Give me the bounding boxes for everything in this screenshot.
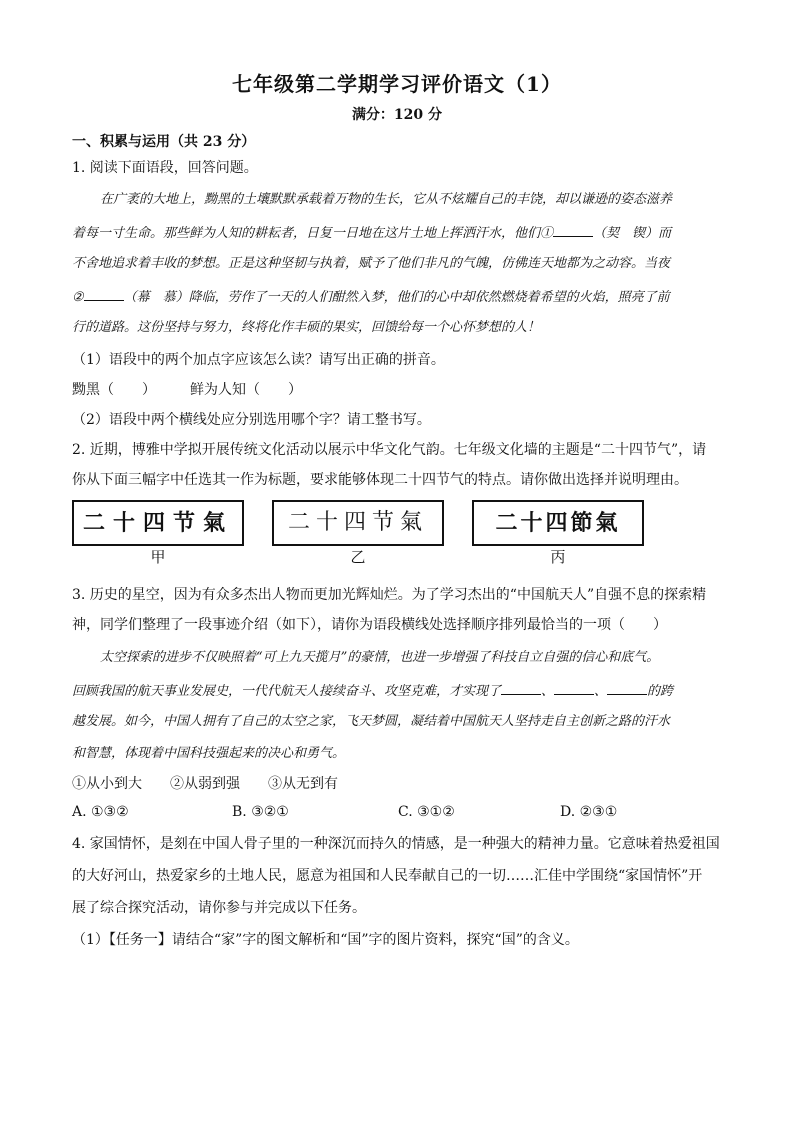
section-heading: 一、积累与运用（共 23 分） [72, 134, 256, 150]
calligraphy-caption: 乙 [350, 548, 366, 566]
q3-items: ①从小到大 ②从弱到强 ③从无到有 [72, 776, 338, 792]
option-b[interactable]: B. ③②① [232, 804, 289, 820]
q1-stem: 1. 阅读下面语段，回答问题。 [72, 160, 258, 176]
option-a[interactable]: A. ①③② [72, 804, 129, 820]
calligraphy-caption: 丙 [550, 548, 566, 566]
q3-stem-line: 3. 历史的星空，因为有众多杰出人物而更加光辉灿烂。为了学习杰出的“中国航天人”自强不息的探索精 [72, 587, 707, 603]
answer-blank-1[interactable] [553, 222, 593, 237]
q1-sub1-item: 鲜为人知（ ） [190, 382, 302, 398]
q3-para-line: 越发展。如今，中国人拥有了自己的太空之家，飞天梦圆，凝结着中国航天人坚持走自主创新之路的汗水 [72, 714, 671, 729]
q4-stem-line: 4. 家国情怀，是刻在中国人骨子里的一种深沉而持久的情感，是一种强大的精神力量。它意味着热爱祖国 [72, 836, 720, 852]
option-d[interactable]: D. ②③① [560, 804, 618, 820]
answer-blank-2[interactable] [84, 286, 124, 301]
q3-para-line: 太空探索的进步不仅映照着“可上九天揽月”的豪情，也进一步增强了科技自立自强的信心和底气。 [100, 650, 660, 665]
q1-para-line: 着每一寸生命。那些鲜为人知的耕耘者，日复一日地在这片土地上挥洒汗水，他们① （契 锲）而 [72, 222, 732, 244]
q2-stem-line: 你从下面三幅字中任选其一作为标题，要求能够体现二十四节气的特点。请你做出选择并说明理由。 [72, 472, 688, 488]
answer-blank[interactable] [501, 680, 541, 695]
q1-para-line: 不舍地追求着丰收的梦想。正是这种坚韧与执着，赋予了他们非凡的气魄，仿佛连天地都为之动容。当夜 [72, 256, 671, 271]
q3-para-line: 回顾我国的航天事业发展史，一代代航天人接续奋斗、攻坚克难，才实现了 、 、 的跨 [72, 680, 732, 702]
q4-stem-line: 的大好河山，热爱家乡的土地人民，愿意为祖国和人民奉献自己的一切……汇佳中学围绕“家国情怀”开 [72, 868, 703, 884]
option-c[interactable]: C. ③①② [398, 804, 455, 820]
q1-para-line: 在广袤的大地上，黝黑的土壤默默承载着万物的生长，它从不炫耀自己的丰饶，却以谦逊的姿态滋养 [100, 192, 673, 207]
answer-blank[interactable] [554, 680, 594, 695]
calligraphy-box: 二十四节氣 [72, 500, 244, 546]
q1-sub1-item: 黝黑（ ） [72, 382, 156, 398]
calligraphy-box: 二十四節氣 [472, 500, 644, 546]
answer-blank[interactable] [607, 680, 647, 695]
q4-sub1: （1）【任务一】请结合“家”字的图文解析和“国”字的图片资料，探究“国”的含义。 [72, 932, 579, 948]
q4-stem-line: 展了综合探究活动，请你参与并完成以下任务。 [72, 900, 366, 916]
q3-para-line: 和智慧，体现着中国科技强起来的决心和勇气。 [72, 746, 346, 761]
page-title: 七年级第二学期学习评价语文（1） [232, 72, 562, 96]
q2-stem-line: 2. 近期，博雅中学拟开展传统文化活动以展示中华文化气韵。七年级文化墙的主题是“二十四节气”，请 [72, 442, 707, 458]
q1-sub1: （1）语段中的两个加点字应该怎么读？请写出正确的拼音。 [72, 352, 445, 368]
calligraphy-box: 二十四节氣 [272, 500, 444, 546]
q1-sub2: （2）语段中两个横线处应分别选用哪个字？请工整书写。 [72, 412, 431, 428]
q1-para-line: 行的道路。这份坚持与努力，终将化作丰硕的果实，回馈给每一个心怀梦想的人！ [72, 320, 541, 335]
q1-para-line: ② （幕 慕）降临，劳作了一天的人们酣然入梦，他们的心中却依然燃烧着希望的火焰，照亮了前 [72, 286, 732, 308]
q3-stem-line: 神，同学们整理了一段事迹介绍（如下），请你为语段横线处选择顺序排列最恰当的一项（ ） [72, 617, 667, 633]
calligraphy-caption: 甲 [150, 548, 166, 566]
total-score: 满分：120 分 [351, 107, 443, 123]
